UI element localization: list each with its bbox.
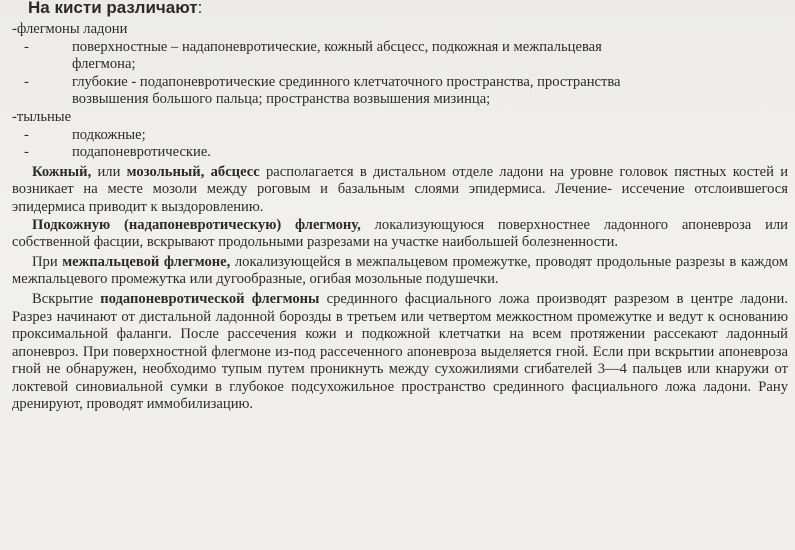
list-item [12, 127, 788, 145]
list-item-text: подапоневротические. [72, 144, 211, 161]
bold-term: Кожный, [32, 163, 92, 180]
paragraph-text: локализующейся в межпальцевом промежутке, проводят продольные разрезы в каждом межпальцевого промежутка или дугообразные, огибая мозольные подушечки. [12, 253, 788, 288]
heading-colon: : [197, 0, 203, 17]
list-item-line: флегмона; [72, 56, 136, 73]
bold-term: мозольный, абсцесс [126, 163, 260, 180]
bold-term: подапоневротической флегмоны [100, 290, 320, 307]
paragraph-subcutaneous-phlegmon [12, 217, 788, 252]
bold-term: межпальцевой флегмоне, [62, 253, 231, 270]
list-dash: - [24, 126, 29, 143]
dorsal-phlegmon-header: -тыльные [12, 108, 72, 125]
bold-term: Подкожную (надапоневротическую) флегмону, [32, 216, 361, 233]
paragraph-skin-abscess [12, 164, 788, 217]
heading-text: На кисти различают [28, 0, 198, 17]
list-item [12, 74, 788, 109]
paragraph-interdigital-phlegmon [12, 254, 788, 289]
section-heading [28, 0, 788, 18]
paragraph-subaponeurotic-phlegmon [12, 291, 788, 414]
paragraph-text: локализующуюся поверхностнее ладонного апоневроза или собственной фасции, вскрывают продольными разрезами на участке наибольшей болезненности. [12, 216, 788, 251]
palm-phlegmon-header: -флегмоны ладони [12, 21, 128, 37]
list-dash: - [24, 73, 29, 90]
paragraph-text: Вскрытие [32, 290, 101, 307]
list-item [12, 39, 788, 74]
paragraph-text: срединного фасциального ложа производят разрезом в центре ладони. Разрез начинают от дистальной ладонной борозды в третьем или четвертом межкостном промежутке и ведут к основанию проксимальной фаланги. После рассечения кожи и подкожной клетчатки на всем протяжении рассекают ладонный апоневроз. При поверхностной флегмоне из-под рассеченного апоневроза выделяется гной. Если при вскрытии апоневроза гной не обнаружен, необходимо тупым путем проникнуть между сухожилиями сгибателей 3—4 пальцев или кнаружи от локтевой синовиальной сумки в глубокое подсухожильное пространство срединного фасциального ложа ладони. Рану дренируют, проводят иммобилизацию. [12, 290, 788, 413]
list-item-text [72, 39, 788, 74]
list-item-line: глубокие - подапоневротические срединного клетчаточного пространства, пространства [72, 73, 621, 90]
paragraph-text: располагается в дистальном отделе ладони на уровне головок пястных костей и возникает на месте мозоли между роговым и базальным слоями эпидермиса. Лечение- иссечение отслоившегося эпидермиса приводит к выздоровлению. [12, 163, 789, 215]
list-item-text [72, 74, 788, 109]
list-item-line: поверхностные – надапоневротические, кожный абсцесс, подкожная и межпальцевая [72, 38, 602, 55]
paragraph-text: или [91, 163, 127, 180]
list-item-line: возвышения большого пальца; пространства возвышения мизинца; [72, 91, 491, 108]
document-body [12, 0, 788, 414]
list-dash: - [24, 38, 29, 55]
list-dash: - [24, 144, 29, 161]
paragraph-text: При [32, 253, 63, 270]
list-item [12, 144, 788, 162]
list-item-text: подкожные; [72, 126, 146, 143]
